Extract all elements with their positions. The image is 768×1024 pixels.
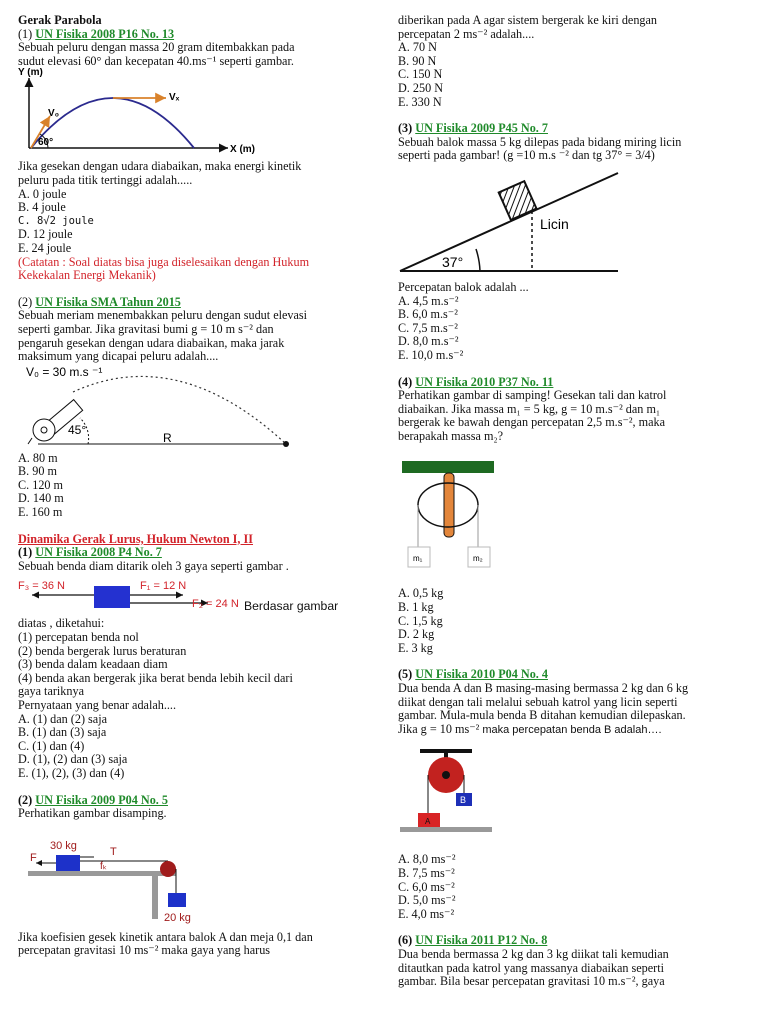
question-header: (3) UN Fisika 2009 P45 No. 7 <box>398 121 548 136</box>
question-header: (4) UN Fisika 2010 P37 No. 11 <box>398 374 554 389</box>
question-text: gambar. Mula-mula benda B ditahan kemudian dilepaskan. <box>398 708 686 723</box>
option: B. 7,5 ms⁻² <box>398 866 455 880</box>
tension-label: T <box>110 845 117 858</box>
question-text: seperti gambar. Jika gravitasi bumi g = 10 m s⁻² dan <box>18 321 274 336</box>
vo-label: V₀ <box>48 108 60 120</box>
source-link[interactable]: UN Fisika SMA Tahun 2015 <box>35 294 181 309</box>
left-column <box>18 14 376 958</box>
option: E. (1), (2), (3) dan (4) <box>18 765 125 780</box>
question-text: percepatan gravitasi 10 ms⁻² maka gaya yang harus <box>18 943 271 958</box>
source-link[interactable]: UN Fisika 2008 P4 No. 7 <box>35 545 162 560</box>
section-title-dinamika: Dinamika Gerak Lurus, Hukum Newton I, II <box>18 531 253 546</box>
mass-b-label: 20 kg <box>164 911 191 924</box>
question-text: diatas , diketahui: <box>18 616 105 631</box>
option: A. 8,0 ms⁻² <box>398 852 456 867</box>
angle-label: 37° <box>442 253 464 270</box>
option: D. 250 N <box>398 80 444 95</box>
block-a-label: A <box>425 817 431 827</box>
question-header: (5) UN Fisika 2010 P04 No. 4 <box>398 667 548 682</box>
option: A. 0 joule <box>18 186 67 201</box>
licin-label: Licin <box>540 215 569 232</box>
option: C. 8√2 joule <box>18 214 94 227</box>
question-text: pengaruh gesekan dengan udara diabaikan, maka jarak <box>18 335 285 350</box>
option: B. 90 m <box>18 464 57 479</box>
option: E. 4,0 ms⁻² <box>398 906 455 921</box>
atwood-figure-1 <box>398 443 738 587</box>
note-text: (Catatan : Soal diatas bisa juga diselesaikan dengan Hukum <box>18 254 310 269</box>
question-text: percepatan 2 ms⁻² adalah.... <box>398 26 535 41</box>
question-text: Jika gesekan dengan udara diabaikan, maka energi kinetik <box>18 159 302 174</box>
question-text: diabaikan. Jika massa m₁ = 5 kg, g = 10 m.s⁻² dan m₁ <box>398 401 661 416</box>
statement: (4) benda akan bergerak jika berat benda lebih kecil dari <box>18 670 293 685</box>
y-axis-label: Y (m) <box>18 68 43 79</box>
mass-a-label: 30 kg <box>50 839 77 852</box>
option: E. 10,0 m.s⁻² <box>398 347 464 362</box>
f3-label: F₃ = 36 N <box>18 580 65 593</box>
question-text: ditautkan pada katrol yang massanya diabaikan seperti <box>398 960 665 975</box>
option: A. 80 m <box>18 450 58 465</box>
question-text: berapakah massa m₂? <box>398 428 504 443</box>
source-link[interactable]: UN Fisika 2008 P16 No. 13 <box>35 26 175 41</box>
question-text: Sebuah balok massa 5 kg dilepas pada bidang miring licin <box>398 134 682 149</box>
option: A. (1) dan (2) saja <box>18 711 108 726</box>
source-link[interactable]: UN Fisika 2009 P45 No. 7 <box>415 121 548 136</box>
option: B. 6,0 m.s⁻² <box>398 307 458 322</box>
option: E. 24 joule <box>18 240 72 255</box>
option: D. 140 m <box>18 491 64 506</box>
velocity-label: V₀ = 30 m.s ⁻¹ <box>26 364 103 379</box>
question-text: seperti pada gambar! (g =10 m.s ⁻² dan tg 37° = 3/4) <box>398 148 655 163</box>
option: B. 1 kg <box>398 600 434 615</box>
option: D. 5,0 ms⁻² <box>398 893 456 908</box>
option: A. 4,5 m.s⁻² <box>398 293 459 308</box>
source-link[interactable]: UN Fisika 2011 P12 No. 8 <box>415 933 548 948</box>
source-link[interactable]: UN Fisika 2010 P04 No. 4 <box>415 667 548 682</box>
question-header: (2) UN Fisika 2009 P04 No. 5 <box>18 792 168 807</box>
projectile-figure-1 <box>18 68 376 160</box>
option: D. (1), (2) dan (3) saja <box>18 752 128 767</box>
option: E. 330 N <box>398 94 442 109</box>
statement: gaya tariknya <box>18 684 84 699</box>
option: B. (1) dan (3) saja <box>18 725 107 740</box>
statement: (2) benda bergerak lurus beraturan <box>18 643 187 658</box>
m1-label: m₁ <box>413 554 423 564</box>
question-text: Jika g = 10 ms⁻² maka percepatan benda B adalah…. <box>398 721 662 736</box>
question-text: Sebuah meriam menembakkan peluru dengan sudut elevasi <box>18 308 308 323</box>
question-text: Perhatikan gambar disamping. <box>18 806 167 821</box>
option: C. 120 m <box>18 477 64 492</box>
option: B. 90 N <box>398 53 437 68</box>
option: C. 6,0 ms⁻² <box>398 879 455 894</box>
vx-label: Vₓ <box>169 92 180 104</box>
option: C. 150 N <box>398 67 443 82</box>
statement: (3) benda dalam keadaan diam <box>18 657 168 672</box>
statement: (1) percepatan benda nol <box>18 630 139 645</box>
force-label: F <box>30 851 37 864</box>
force-figure <box>18 573 376 617</box>
option: A. 0,5 kg <box>398 586 444 601</box>
block-b-label: B <box>460 795 467 806</box>
m2-label: m₂ <box>473 554 483 564</box>
question-text: Dua benda bermassa 2 kg dan 3 kg diikat tali kemudian <box>398 946 669 961</box>
angle-label: 60° <box>38 137 54 149</box>
question-header: (1) UN Fisika 2008 P16 No. 13 <box>18 26 175 41</box>
question-header: (1) UN Fisika 2008 P4 No. 7 <box>18 545 162 560</box>
option: D. 8,0 m.s⁻² <box>398 334 459 349</box>
f1-label: F₁ = 12 N <box>140 580 187 593</box>
source-link[interactable]: UN Fisika 2009 P04 No. 5 <box>35 792 168 807</box>
range-label: R <box>163 430 172 445</box>
right-column <box>398 14 738 989</box>
section-title-gerak-parabola: Gerak Parabola <box>18 13 102 27</box>
option: E. 3 kg <box>398 640 433 655</box>
question-header: (6) UN Fisika 2011 P12 No. 8 <box>398 933 548 948</box>
question-text: Berdasar gambar <box>244 599 339 614</box>
option: E. 160 m <box>18 505 63 520</box>
option: A. 70 N <box>398 40 437 55</box>
note-text: Kekekalan Energi Mekanik) <box>18 268 156 283</box>
source-link[interactable]: UN Fisika 2010 P37 No. 11 <box>415 374 554 389</box>
question-header: (2) UN Fisika SMA Tahun 2015 <box>18 294 181 309</box>
incline-figure <box>398 163 738 281</box>
question-text: Sebuah benda diam ditarik oleh 3 gaya seperti gambar . <box>18 558 289 573</box>
question-text: maksimum yang dicapai peluru adalah.... <box>18 349 219 364</box>
f2-label: F₂ = 24 N <box>192 598 239 611</box>
question-text: Jika koefisien gesek kinetik antara balok A dan meja 0,1 dan <box>18 929 313 944</box>
option: D. 12 joule <box>18 227 73 242</box>
atwood-figure-2 <box>398 737 738 853</box>
friction-label: fₖ <box>100 860 108 872</box>
question-text: Percepatan balok adalah ... <box>398 279 529 294</box>
cannon-figure <box>18 364 376 452</box>
question-text: gambar. Bila besar percepatan gravitasi 10 m.s⁻², gaya <box>398 974 665 989</box>
question-text: sudut elevasi 60° dan kecepatan 40.ms⁻¹ seperti gambar. <box>18 53 294 68</box>
option: C. (1) dan (4) <box>18 738 85 753</box>
question-text: peluru pada titik tertinggi adalah..... <box>18 172 193 187</box>
question-text: bergerak ke bawah dengan percepatan 2,5 m.s⁻², maka <box>398 415 666 430</box>
table-pulley-figure <box>18 821 376 931</box>
option: D. 2 kg <box>398 627 435 642</box>
question-text: diikat dengan tali melalui sebuah katrol yang licin seperti <box>398 694 678 709</box>
question-text: diberikan pada A agar sistem bergerak ke kiri dengan <box>398 13 658 27</box>
option: B. 4 joule <box>18 200 66 215</box>
x-axis-label: X (m) <box>230 144 255 156</box>
question-text: Sebuah peluru dengan massa 20 gram ditembakkan pada <box>18 40 295 55</box>
angle-label: 45° <box>68 422 87 437</box>
option: C. 1,5 kg <box>398 613 443 628</box>
question-text: Pernyataan yang benar adalah.... <box>18 698 177 712</box>
question-text: Dua benda A dan B masing-masing bermassa 2 kg dan 6 kg <box>398 681 689 696</box>
question-text: Perhatikan gambar di samping! Gesekan tali dan katrol <box>398 388 667 403</box>
option: C. 7,5 m.s⁻² <box>398 320 458 335</box>
